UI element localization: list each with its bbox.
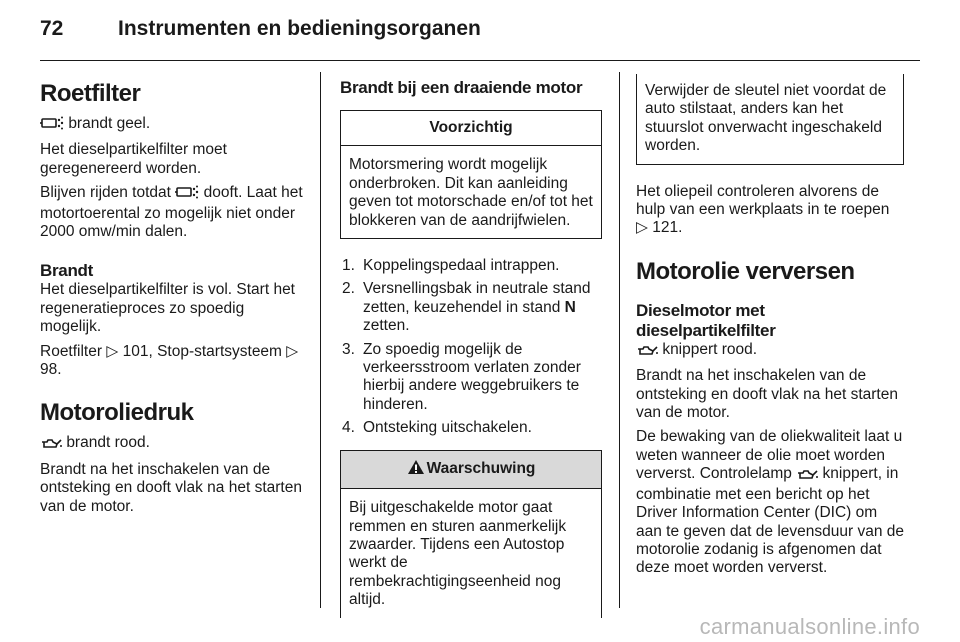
heading-brandt-draaiende-motor: Brandt bij een draaiende motor [340, 78, 583, 97]
heading-roetfilter: Roetfilter [40, 80, 141, 107]
warning-continued-body: Verwijder de sleutel niet voordat de auto stilstaat, anders kan het stuurslot onverwacht ingeschakeld worden. [645, 82, 887, 155]
verversen-p3 [636, 428, 904, 577]
verversen-p3-post: knippert, in combinatie met een bericht op het Driver Information Center (DIC) om aan te geven dat de levensduur van de motorolie zodanig is afgenomen dat deze moet worden ververst. [636, 465, 905, 577]
verversen-status [636, 341, 904, 361]
ref-stopstart-page[interactable]: 98. [40, 361, 62, 379]
diesel-particulate-filter-icon [40, 116, 64, 135]
oliepeil-paragraph [636, 183, 904, 238]
roetfilter-status [40, 115, 308, 135]
list-item: 3. Zo spoedig mogelijk de verkeersstroom verlaten zonder hierbij andere weggebruikers te hinderen. [342, 340, 581, 413]
oil-can-icon [636, 343, 658, 361]
page-ref-icon: ▷ [286, 342, 299, 360]
roetfilter-p2 [40, 184, 308, 241]
watermark: carmanualsonline.info [699, 613, 920, 639]
verversen-p2: Brandt na het inschakelen van de ontsteking en dooft vlak na het starten van de motor. [636, 367, 898, 422]
warning-box [340, 450, 602, 618]
diesel-particulate-filter-icon [175, 185, 199, 204]
caution-body: Motorsmering wordt mogelijk onderbroken. Dit kan aanleiding geven tot motorschade en/of tot het blokkeren van de aandrijfwielen. [349, 156, 593, 229]
page-ref-icon: ▷ [636, 219, 648, 237]
roetfilter-p2-post: dooft. Laat het motortoerental zo mogelijk niet onder 2000 omw/min dalen. [40, 184, 303, 241]
oliepeil-page-ref[interactable]: 121. [652, 219, 683, 237]
motoroliedruk-status [40, 434, 308, 454]
oil-can-icon [40, 436, 62, 454]
warning-box-continued [636, 74, 904, 165]
steps-list [340, 257, 602, 438]
column-2 [340, 78, 602, 618]
heading-motorolie-verversen: Motorolie verversen [636, 257, 855, 285]
roetfilter-line: brandt geel. [68, 115, 151, 132]
column-1 [40, 80, 308, 522]
roetfilter-p1: Het dieselpartikelfilter moet geregenereerd worden. [40, 141, 227, 177]
ref-stopstart-label: , Stop-startsysteem [148, 342, 282, 360]
header-rule [40, 60, 920, 61]
column-3 [636, 74, 904, 584]
warning-title: Waarschuwing [426, 459, 536, 477]
page-number: 72 [40, 17, 64, 40]
warning-triangle-icon [407, 459, 425, 480]
column-divider-1 [320, 72, 321, 608]
brandt-p1: Het dieselpartikelfilter is vol. Start het regeneratieproces zo spoedig mogelijk. [40, 281, 295, 336]
list-item: 2. Versnellingsbak in neutrale stand zetten, keuzehendel in stand N zetten. [342, 280, 591, 335]
caution-box [340, 110, 602, 239]
column-divider-2 [619, 72, 620, 608]
motoroliedruk-p1: Brandt na het inschakelen van de ontsteking en dooft vlak na het starten van de motor. [40, 460, 302, 515]
ref-roetfilter-page[interactable]: 101 [122, 342, 149, 360]
heading-dieselmotor: Dieselmotor met dieselpartikelfilter [636, 300, 776, 340]
brandt-refs [40, 343, 308, 380]
caution-title: Voorzichtig [341, 111, 601, 146]
heading-brandt: Brandt [40, 261, 93, 281]
roetfilter-p2-pre: Blijven rijden totdat [40, 184, 171, 202]
list-item: 1. Koppelingspedaal intrappen. [342, 257, 560, 275]
oliepeil-text: Het oliepeil controleren alvorens de hulp van een werkplaats in te roepen [636, 182, 890, 219]
motoroliedruk-line: brandt rood. [66, 434, 150, 452]
warning-body: Bij uitgeschakelde motor gaat remmen en sturen aanmerkelijk zwaarder. Tijdens een Autostop werkt de rembekrachtigingseenheid nog altijd. [349, 499, 567, 609]
heading-motoroliedruk: Motoroliedruk [40, 399, 194, 427]
page-ref-icon: ▷ [106, 342, 119, 360]
list-item: 4. Ontsteking uitschakelen. [342, 419, 532, 437]
verversen-p3-pre: De bewaking van de oliekwaliteit laat u weten wanneer de olie moet worden ververst. Controlelamp [636, 428, 903, 483]
running-title: Instrumenten en bedieningsorganen [118, 17, 481, 40]
oil-can-icon [796, 467, 818, 485]
ref-roetfilter-label: Roetfilter [40, 342, 103, 360]
verversen-line: knippert rood. [662, 340, 758, 358]
page-header [40, 18, 920, 48]
warning-header [341, 451, 601, 489]
